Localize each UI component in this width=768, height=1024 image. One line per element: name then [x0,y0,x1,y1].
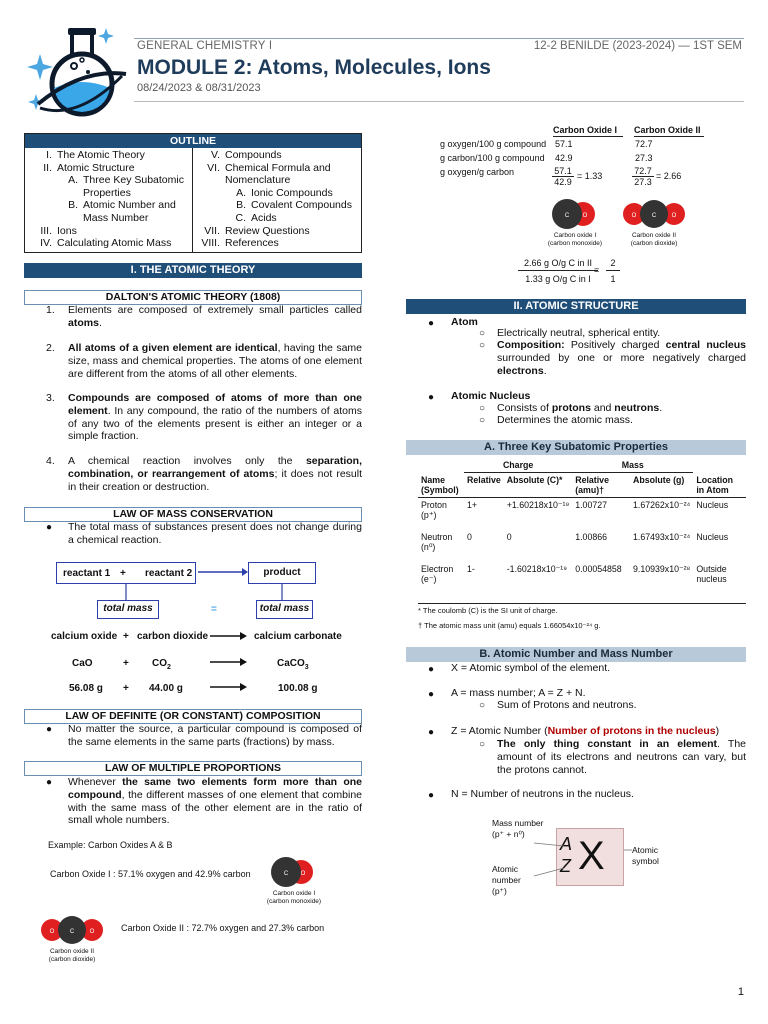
molecule-label: Carbon oxide II (carbon dioxide) [48,948,96,963]
page-title: MODULE 2: Atoms, Molecules, Ions [137,56,491,79]
outline-item: I. The Atomic Theory [46,149,145,161]
svg-text:C: C [69,929,75,935]
cell: 72.7 [635,139,653,149]
product-box: product [248,562,316,584]
bullet-icon: ● [428,790,435,801]
circle-bullet-icon: ○ [479,739,486,750]
mass-conservation-heading: LAW OF MASS CONSERVATION [24,507,362,522]
carbon-monoxide-molecule [269,855,319,889]
total-mass-left: total mass [97,600,159,619]
outline-item: Properties [83,186,131,199]
atom-sub-1: Electrically neutral, spherical entity. [497,327,661,339]
x-definition: X = Atomic symbol of the element. [451,662,611,674]
subatomic-table: Name (Symbol) Charge Mass Location in Atom Relative Absolute (C)* Relative (amu)† Absolute (g) Proton (p⁺) 1+ +1.60218x10⁻¹⁹ 1.00727 1.67262x10⁻²⁴ Nucleus Neutron (n⁰) 0 0 1.00866 1.67493x10⁻²⁴ Nucleus Electron (e⁻) 1- -1.60218x10⁻¹⁹ 0.00054858 9.10939x10⁻²⁸ Outside nucleus [418,458,746,594]
cell: 42.9 [555,153,573,163]
definite-composition-text: No matter the source, a particular compound is composed of the same elements in the same parts (fractions) by mass. [68,723,362,748]
calcium-oxide-label: calcium oxide [51,631,118,642]
section-bar-atomic-theory: I. THE ATOMIC THEORY [24,263,362,278]
example-oxide-2: Carbon Oxide II : 72.7% oxygen and 27.3% carbon [121,923,325,933]
a-sub: Sum of Protons and neutrons. [497,699,637,711]
course-name: GENERAL CHEMISTRY I [137,40,273,52]
mass-caco3: 100.08 g [278,683,318,694]
formula-caco3: CaCO$_3$ [277,658,309,671]
footnote-coulomb: * The coulomb (C) is the SI unit of charge. [418,606,558,615]
outline-item: VIII. References [201,237,279,250]
outline-item: III. Ions [40,224,77,237]
row-label: g carbon/100 g compound [440,153,545,163]
carbon-monoxide-molecule [549,197,601,231]
atom-c-label: C [283,871,289,877]
bullet-icon: ● [428,664,435,675]
atomic-number-label: Atomic number (p⁺) [492,864,521,896]
plus-sign: + [123,631,129,642]
bullet-icon: ● [428,727,435,738]
outline-left-column [25,148,193,252]
outline-item: Mass Number [83,211,149,224]
ratio-2: = 2.66 [656,171,682,181]
ratio-1: = 1.33 [577,171,603,181]
col-head-oxide-1: Carbon Oxide I [553,125,618,135]
outline-item: A. Ionic Compounds [236,186,333,199]
nucleus-heading: Atomic Nucleus [451,390,531,402]
outline-item: VI. Chemical Formula and [207,161,331,174]
header-rule [134,38,744,39]
outline-item: II. Atomic Structure [43,161,135,174]
subsection-bar-subatomic: A. Three Key Subatomic Properties [406,440,746,455]
calcium-carbonate-label: calcium carbonate [254,631,342,642]
outline-box [24,133,362,253]
carbon-dioxide-label: carbon dioxide [137,631,209,642]
z-sub: The only thing constant in an element. The amount of its electrons and neutrons can vary, but the protons cannot. [497,738,746,776]
svg-text:C: C [564,213,570,219]
bullet-icon: ● [428,392,435,403]
reactant-1-label: reactant 1 [63,568,111,579]
dalton-item: A chemical reaction involves only the separation, combination, or rearrangement of atoms; it does not result in their creation or destruction. [68,455,362,493]
atomic-symbol-label: Atomic symbol [632,845,659,866]
section-info: 12-2 BENILDE (2023-2024) — 1ST SEM [533,40,742,52]
list-number: 3. [46,392,55,404]
footnote-amu: † The atomic mass unit (amu) equals 1.66054x10⁻²⁴ g. [418,621,601,630]
outline-item: VII. Review Questions [204,224,310,237]
table-row: Electron (e⁻) 1- -1.60218x10⁻¹⁹ 0.00054858 9.10939x10⁻²⁸ Outside nucleus [421,563,727,584]
atom-heading: Atom [451,316,478,328]
n-definition: N = Number of neutrons in the nucleus. [451,788,634,800]
molecule-label: Carbon oxide II (carbon dioxide) [630,232,678,247]
section-bar-atomic-structure: II. ATOMIC STRUCTURE [406,299,746,314]
z-definition: Z = Atomic Number (Number of protons in the nucleus) [451,725,720,737]
svg-text:O: O [582,213,588,219]
multiple-proportions-heading: LAW OF MULTIPLE PROPORTIONS [24,761,362,776]
definite-composition-heading: LAW OF DEFINITE (OR CONSTANT) COMPOSITION [24,709,362,724]
carbon-dioxide-molecule [622,197,686,231]
carbon-dioxide-molecule [40,913,104,947]
outline-right-column [193,148,361,252]
nucleus-sub-1: Consists of protons and neutrons. [497,402,663,414]
equals-sign: = [211,604,217,615]
formula-cao: CaO [72,658,93,669]
svg-text:C: C [651,213,657,219]
cell: 57.1 [555,139,573,149]
example-oxide-1: Carbon Oxide I : 57.1% oxygen and 42.9% carbon [50,869,251,879]
bullet-icon: ● [46,724,53,735]
page-number: 1 [737,986,744,998]
col-head-oxide-2: Carbon Oxide II [634,125,701,135]
svg-text:O: O [671,213,677,219]
mass-conservation-text: The total mass of substances present does not change during a chemical reaction. [68,521,362,546]
svg-text:O: O [89,929,95,935]
element-symbol: X [578,834,605,878]
svg-text:O: O [631,213,637,219]
list-number: 4. [46,455,55,467]
bullet-icon: ● [46,777,53,788]
ratio-equals: = [594,265,600,275]
table-row: Neutron (n⁰) 0 0 1.00866 1.67493x10⁻²⁴ Nucleus [421,531,729,552]
mass-number-label: Mass number (p⁺ + n⁰) [492,818,544,839]
circle-bullet-icon: ○ [479,328,486,339]
circle-bullet-icon: ○ [479,340,486,351]
table-row: Proton (p⁺) 1+ +1.60218x10⁻¹⁹ 1.00727 1.67262x10⁻²⁴ Nucleus [421,500,729,520]
atom-o-label: O [300,871,306,877]
dalton-heading: DALTON'S ATOMIC THEORY (1808) [24,290,362,305]
circle-bullet-icon: ○ [479,403,486,414]
svg-text:O: O [49,929,55,935]
dalton-item: Elements are composed of extremely small particles called atoms. [68,304,362,329]
multiple-proportions-text: Whenever the same two elements form more than one compound, the different masses of one element that combine with the same mass of the other element are in the ratio of small whole numbers. [68,776,362,827]
ratio-simple: 2 1 [606,258,620,284]
a-definition: A = mass number; A = Z + N. [451,687,586,699]
bullet-icon: ● [428,318,435,329]
row-label: g oxygen/100 g compound [440,139,547,149]
reactant-2-label: reactant 2 [145,568,193,579]
plus-sign: + [123,658,129,669]
subsection-bar-atomic-number: B. Atomic Number and Mass Number [406,647,746,662]
lecture-dates: 08/24/2023 & 08/31/2023 [137,82,261,94]
rule [553,136,623,137]
list-number: 1. [46,304,55,316]
nucleus-sub-2: Determines the atomic mass. [497,414,633,426]
outline-item: B. Atomic Number and [68,199,176,212]
row-label: g oxygen/g carbon [440,167,515,177]
bullet-icon: ● [428,689,435,700]
fraction-1: 57.1 42.9 [552,166,574,187]
plus-sign: + [120,568,126,579]
cell: 27.3 [635,153,653,163]
circle-bullet-icon: ○ [479,700,486,711]
reaction-arrows [208,627,248,707]
table-rule [418,603,746,604]
formula-co2: $CO_2$ [152,658,171,671]
plus-sign: + [123,683,129,694]
dalton-item: Compounds are composed of atoms of more than one element. In any compound, the ratio of the numbers of atoms of any two of the elements present is either an integer or a simple fraction. [68,392,362,443]
arrow-right-icon [196,566,250,578]
outline-heading: OUTLINE [25,134,361,148]
list-number: 2. [46,342,55,354]
outline-item: C. Acids [235,211,277,224]
outline-item: B. Covalent Compounds [236,199,352,212]
molecule-label: Carbon oxide I (carbon monoxide) [266,890,322,905]
outline-item: V. Compounds [211,149,282,161]
header-rule-bottom [134,101,744,102]
ratio-fraction: 2.66 g O/g C in II 1.33 g O/g C in I [518,258,598,284]
circle-bullet-icon: ○ [479,415,486,426]
outline-item: Nomenclature [225,174,291,187]
atomic-number-symbol: Z [560,856,571,876]
dalton-item: All atoms of a given element are identical, having the same size, mass and chemical properties. The atoms of one element are different from the atoms of all other elements. [68,342,362,380]
molecule-label: Carbon oxide I (carbon monoxide) [547,232,603,247]
rule [634,136,704,137]
diagram-leader-lines [530,826,634,892]
mass-cao: 56.08 g [69,683,103,694]
mass-co2: 44.00 g [149,683,183,694]
mass-number-symbol: A [560,834,573,854]
atom-sub-2: Composition: Positively charged central nucleus surrounded by one or more negatively charged electrons. [497,339,746,377]
example-title: Example: Carbon Oxides A & B [48,840,173,850]
outline-item: IV. Calculating Atomic Mass [40,237,172,250]
fraction-2: 72.7 27.3 [632,166,654,187]
outline-item: A. Three Key Subatomic [68,174,184,187]
flask-planet-logo [18,18,128,128]
bullet-icon: ● [46,522,53,533]
total-mass-right: total mass [256,600,313,619]
